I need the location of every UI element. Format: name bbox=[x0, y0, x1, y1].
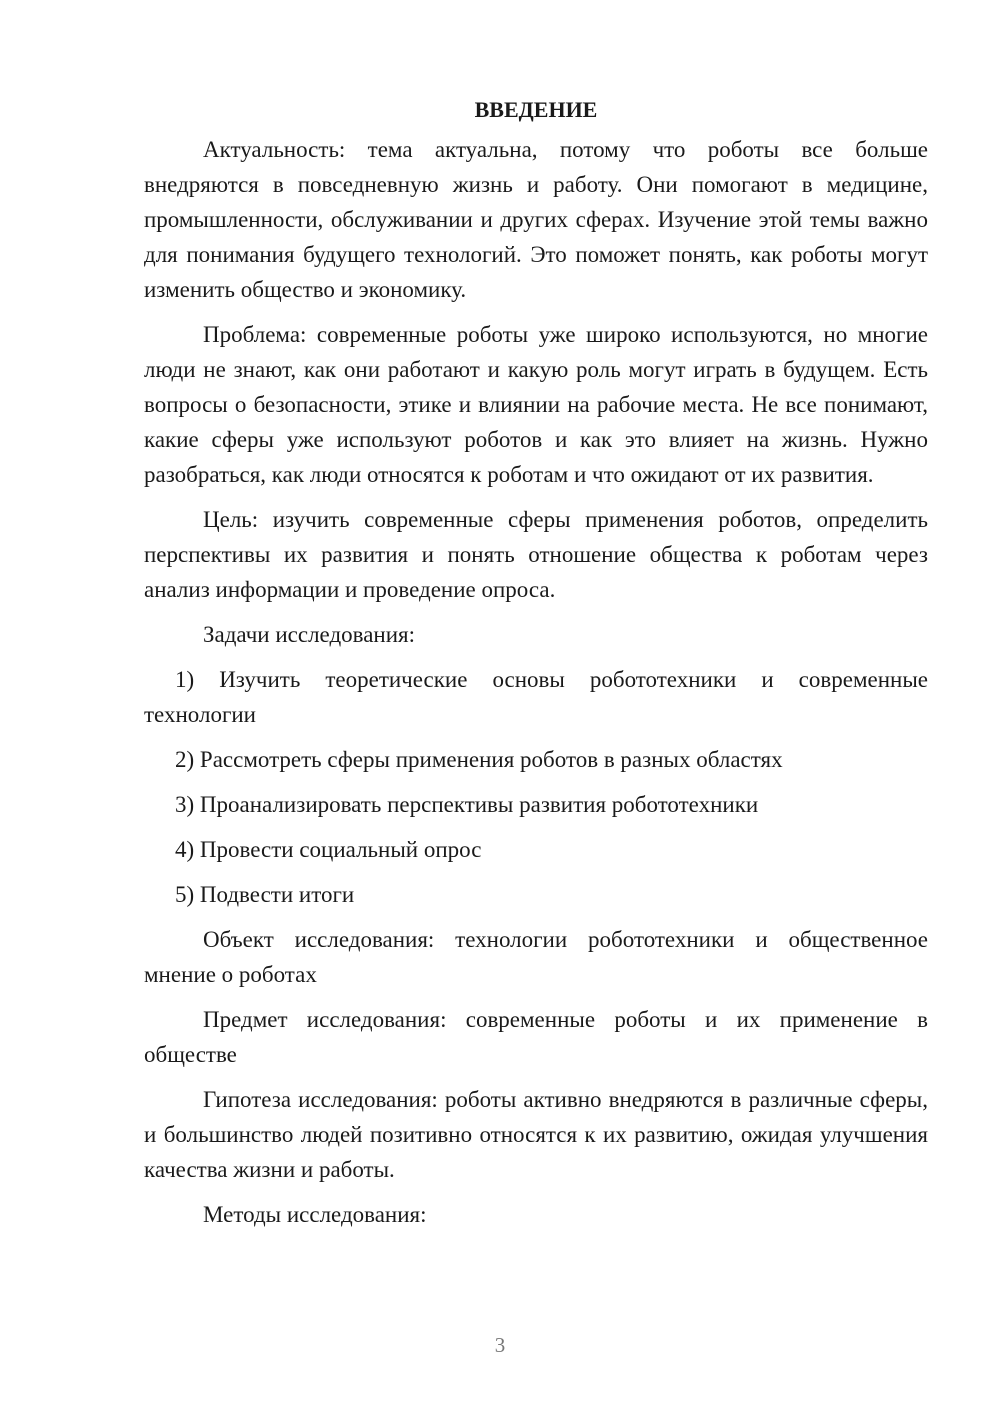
page-content bbox=[144, 92, 928, 1242]
problem-paragraph: Проблема: современные роботы уже широко используются, но многие люди не знают, как они работают и какую роль могут играть в будущем. Есть вопросы о безопасности, этике и влиянии на рабочие места. Не все понимают, какие сферы уже используют роботов и как это влияет на жизнь. Нужно разобраться, как люди относятся к роботам и что ожидают от их развития. bbox=[144, 322, 928, 487]
task-item-5: 5) Подвести итоги bbox=[175, 882, 355, 907]
tasks-heading: Задачи исследования: bbox=[203, 622, 416, 647]
subject-paragraph: Предмет исследования: современные роботы и их применение в обществе bbox=[144, 1007, 928, 1067]
page-number: 3 bbox=[494, 1333, 506, 1357]
goal-paragraph: Цель: изучить современные сферы применения роботов, определить перспективы их развития и понять отношение общества к роботам через анализ информации и проведение опроса. bbox=[144, 507, 928, 602]
hypothesis-paragraph: Гипотеза исследования: роботы активно внедряются в различные сферы, и большинство людей позитивно относятся к их развитию, ожидая улучшения качества жизни и работы. bbox=[144, 1087, 928, 1182]
task-item-3: 3) Проанализировать перспективы развития робототехники bbox=[175, 792, 759, 817]
task-item-4: 4) Провести социальный опрос bbox=[175, 837, 482, 862]
page-title: ВВЕДЕНИЕ bbox=[474, 97, 598, 122]
task-item-2: 2) Рассмотреть сферы применения роботов в разных областях bbox=[175, 747, 783, 772]
relevance-paragraph: Актуальность: тема актуальна, потому что роботы все больше внедряются в повседневную жизнь и работу. Они помогают в медицине, промышленности, обслуживании и других сферах. Изучение этой темы важно для понимания будущего технологий. Это поможет понять, как роботы могут изменить общество и экономику. bbox=[144, 137, 928, 302]
object-paragraph: Объект исследования: технологии робототехники и общественное мнение о роботах bbox=[144, 927, 928, 987]
task-item-1: 1) Изучить теоретические основы робототехники и современные технологии bbox=[144, 667, 928, 727]
methods-heading: Методы исследования: bbox=[203, 1202, 427, 1227]
